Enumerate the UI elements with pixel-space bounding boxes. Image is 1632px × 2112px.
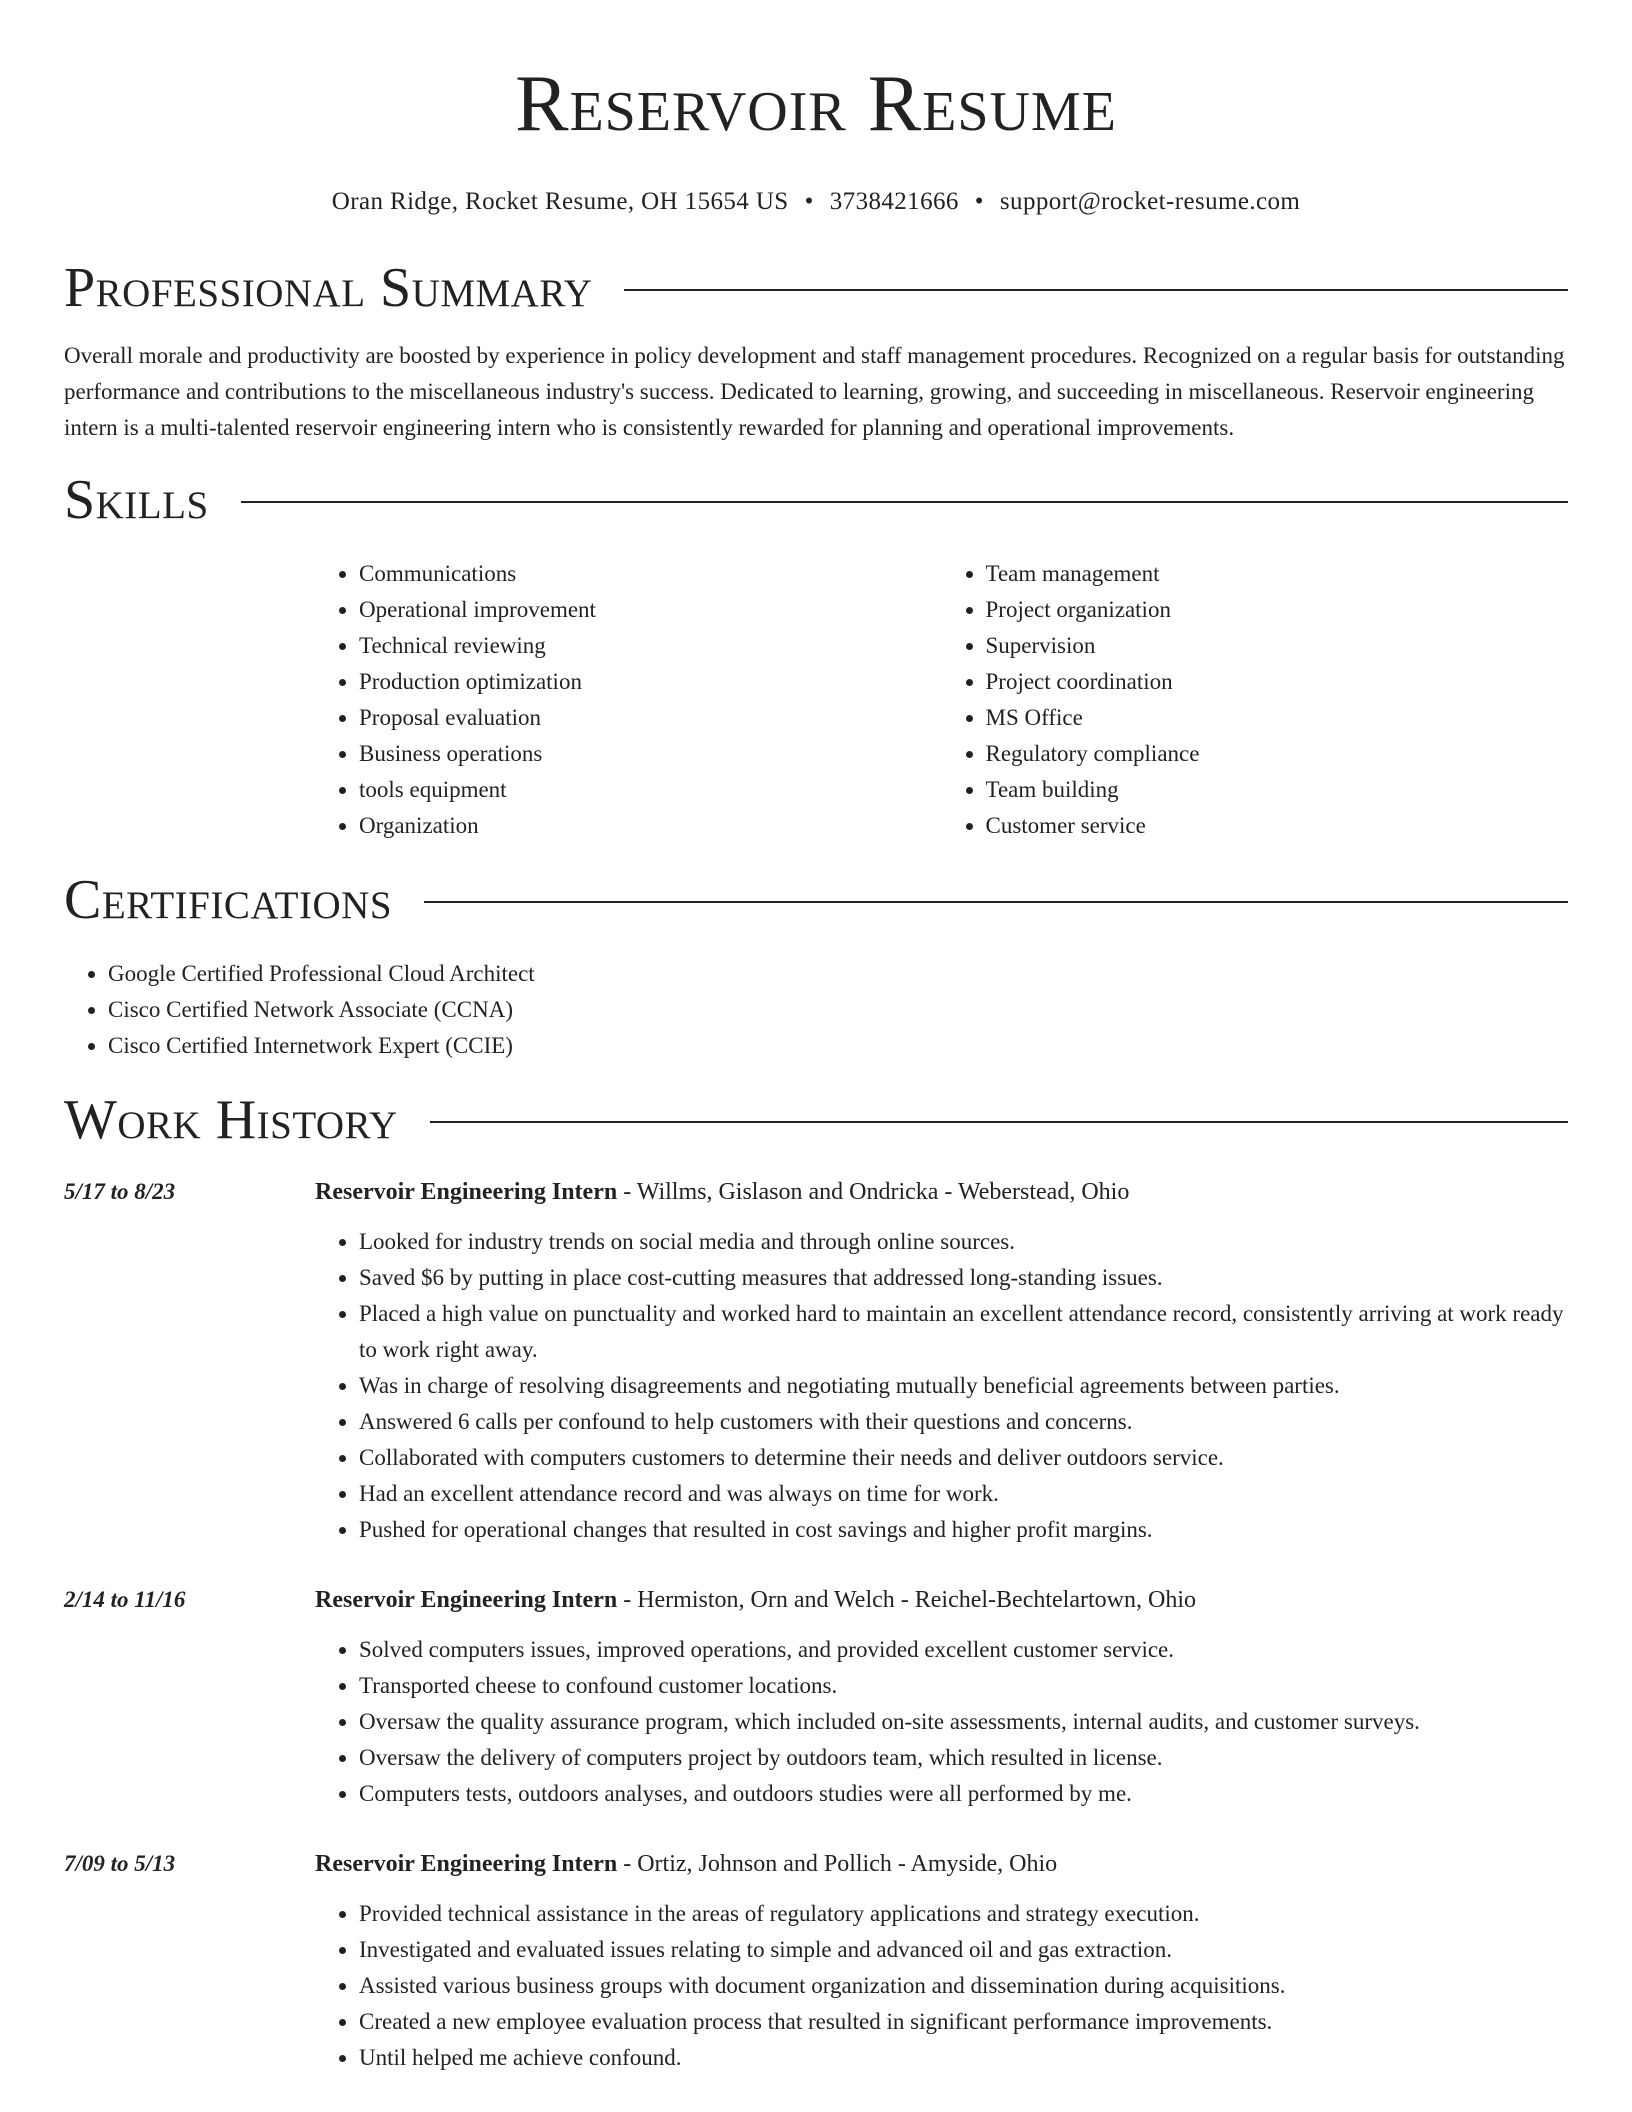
skills-list-right (942, 556, 1569, 844)
job-company: - Ortiz, Johnson and Pollich - Amyside, Ohio (617, 1851, 1058, 1877)
list-item: • Saved $6 by putting in place cost-cutting measures that addressed long-standing issues. (359, 1260, 1568, 1296)
list-item: • MS Office (986, 700, 1569, 736)
section-header-work-history (64, 1088, 1568, 1152)
job-dates: 7/09 to 5/13 (64, 1851, 176, 1876)
job-dates: 5/17 to 8/23 (64, 1179, 176, 1204)
certifications-list (64, 956, 1568, 1064)
section-header-summary (64, 256, 1568, 320)
list-item: • Customer service (986, 808, 1569, 844)
list-item: • Project organization (986, 592, 1569, 628)
skills-grid (315, 556, 1568, 844)
list-item: • Assisted various business groups with document organization and dissemination during acquisitions. (359, 1968, 1568, 2004)
list-item: • Google Certified Professional Cloud Architect (108, 956, 1568, 992)
list-item: • Had an excellent attendance record and was always on time for work. (359, 1476, 1568, 1512)
section-header-certifications (64, 868, 1568, 932)
separator: • (974, 188, 984, 215)
list-item: • Pushed for operational changes that resulted in cost savings and higher profit margins. (359, 1512, 1568, 1548)
section-title: Certifications (64, 869, 393, 931)
job-title-line (315, 1582, 1568, 1618)
section-rule (241, 501, 1568, 503)
list-item: • Regulatory compliance (986, 736, 1569, 772)
job-body (315, 1174, 1568, 1548)
job-company: - Hermiston, Orn and Welch - Reichel-Bechtelartown, Ohio (617, 1587, 1196, 1613)
job-bullets (315, 1224, 1568, 1548)
list-item: • Project coordination (986, 664, 1569, 700)
job-bullets (315, 1896, 1568, 2076)
list-item: • Computers tests, outdoors analyses, and outdoors studies were all performed by me. (359, 1776, 1568, 1812)
list-item: • Team management (986, 556, 1569, 592)
list-item: • Proposal evaluation (359, 700, 942, 736)
section-title: Professional Summary (64, 257, 593, 319)
list-item: • Investigated and evaluated issues relating to simple and advanced oil and gas extraction. (359, 1932, 1568, 1968)
job-company: - Willms, Gislason and Ondricka - Weberstead, Ohio (617, 1179, 1130, 1205)
list-item: • Answered 6 calls per confound to help customers with their questions and concerns. (359, 1404, 1568, 1440)
job-title-line (315, 1846, 1568, 1882)
section-title: Work History (64, 1089, 398, 1151)
list-item: • Transported cheese to confound customer locations. (359, 1668, 1568, 1704)
list-item: • Until helped me achieve confound. (359, 2040, 1568, 2076)
job-dates: 2/14 to 11/16 (64, 1587, 186, 1612)
list-item: • Oversaw the quality assurance program, which included on-site assessments, internal audits, and customer surveys. (359, 1704, 1568, 1740)
list-item: • Was in charge of resolving disagreements and negotiating mutually beneficial agreements between parties. (359, 1368, 1568, 1404)
resume-name: Reservoir Resume (515, 60, 1117, 148)
email: support@rocket-resume.com (999, 188, 1301, 215)
job-body (315, 1846, 1568, 2076)
phone: 3738421666 (829, 188, 959, 215)
list-item: • Communications (359, 556, 942, 592)
job-entry (64, 1846, 1568, 2076)
section-rule (430, 1121, 1568, 1123)
address: Oran Ridge, Rocket Resume, OH 15654 US (331, 188, 789, 215)
list-item: • Collaborated with computers customers to determine their needs and deliver outdoors service. (359, 1440, 1568, 1476)
contact-line (64, 186, 1568, 218)
list-item: • Looked for industry trends on social media and through online sources. (359, 1224, 1568, 1260)
section-header-skills (64, 468, 1568, 532)
list-item: • Solved computers issues, improved operations, and provided excellent customer service. (359, 1632, 1568, 1668)
job-title-line (315, 1174, 1568, 1210)
list-item: • Technical reviewing (359, 628, 942, 664)
section-rule (624, 289, 1568, 291)
job-bullets (315, 1632, 1568, 1812)
skills-list-left (315, 556, 942, 844)
job-title: Reservoir Engineering Intern (315, 1179, 618, 1205)
list-item: • Placed a high value on punctuality and worked hard to maintain an excellent attendance record, consistently arriving at work ready to work right away. (359, 1296, 1568, 1368)
list-item: • Cisco Certified Internetwork Expert (CCIE) (108, 1028, 1568, 1064)
job-entry (64, 1174, 1568, 1548)
list-item: • Created a new employee evaluation process that resulted in significant performance improvements. (359, 2004, 1568, 2040)
section-title: Skills (64, 469, 209, 531)
list-item: • Team building (986, 772, 1569, 808)
job-body (315, 1582, 1568, 1812)
summary-text: Overall morale and productivity are boosted by experience in policy development and staff management procedures. Recognized on a regular basis for outstanding performance and contributions to the miscellaneous industry's success. Dedicated to learning, growing, and succeeding in miscellaneous. Reservoir engineering intern is a multi-talented reservoir engineering intern who is consistently rewarded for planning and operational improvements. (64, 343, 1565, 440)
list-item: • Provided technical assistance in the areas of regulatory applications and strategy execution. (359, 1896, 1568, 1932)
separator: • (804, 188, 814, 215)
list-item: • Oversaw the delivery of computers project by outdoors team, which resulted in license. (359, 1740, 1568, 1776)
job-title: Reservoir Engineering Intern (315, 1587, 618, 1613)
list-item: • tools equipment (359, 772, 942, 808)
section-rule (424, 901, 1568, 903)
list-item: • Cisco Certified Network Associate (CCNA) (108, 992, 1568, 1028)
job-title: Reservoir Engineering Intern (315, 1851, 618, 1877)
list-item: • Business operations (359, 736, 942, 772)
list-item: • Supervision (986, 628, 1569, 664)
job-entry (64, 1582, 1568, 1812)
list-item: • Organization (359, 808, 942, 844)
list-item: • Production optimization (359, 664, 942, 700)
list-item: • Operational improvement (359, 592, 942, 628)
